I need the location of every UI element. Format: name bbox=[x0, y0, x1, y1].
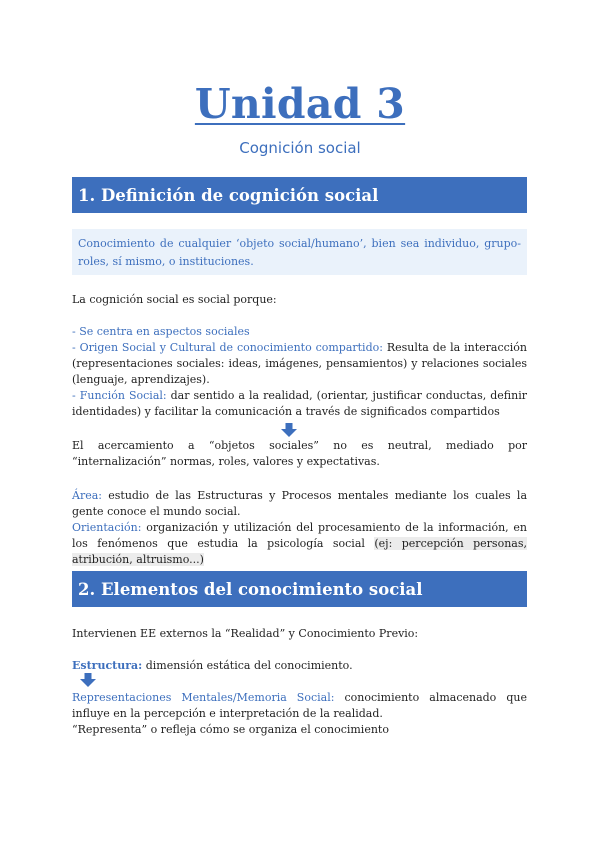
point-social-aspects: - Se centra en aspectos sociales bbox=[72, 325, 250, 338]
social-intro: La cognición social es social porque: bbox=[72, 293, 277, 306]
section-1-heading bbox=[72, 177, 527, 213]
orientation-paragraph bbox=[72, 520, 527, 568]
arrow-down-icon bbox=[80, 673, 96, 687]
point-origin bbox=[72, 340, 527, 388]
section-1-heading-text: 1. Definición de cognición social bbox=[78, 185, 379, 205]
page-title: Unidad 3 bbox=[194, 80, 406, 128]
section-2-heading bbox=[72, 571, 527, 607]
area-text: estudio de las Estructuras y Procesos mentales mediante los cuales la gente conoce el mundo social. bbox=[72, 489, 527, 518]
elements-intro: Intervienen EE externos la “Realidad” y Conocimiento Previo: bbox=[72, 627, 419, 640]
area-paragraph bbox=[72, 488, 527, 520]
point-origin-label: - Origen Social y Cultural de conocimiento compartido: bbox=[72, 341, 383, 354]
orientation-label: Orientación: bbox=[72, 521, 142, 534]
point-origin-text: Resulta de la interacción (representaciones sociales: ideas, imágenes, pensamientos) y relaciones sociales (lenguaje, aprendizajes). bbox=[72, 341, 527, 386]
conclusion-text: El acercamiento a “objetos sociales” no es neutral, mediado por “internalización” normas, roles, valores y expectativas. bbox=[72, 439, 527, 468]
arrow-down-icon bbox=[281, 423, 297, 437]
point-function bbox=[72, 388, 527, 420]
orientation-examples: (ej: percepción personas, atribución, altruismo...) bbox=[72, 537, 527, 566]
structure-paragraph bbox=[72, 658, 527, 674]
representations-label: Representaciones Mentales/Memoria Social: bbox=[72, 691, 335, 704]
orientation-text: organización y utilización del procesamiento de la información, en los fenómenos que estudia la psicología social bbox=[72, 521, 527, 550]
representations-text: conocimiento almacenado que influye en la percepción e interpretación de la realidad. bbox=[72, 691, 527, 720]
page-subtitle: Cognición social bbox=[239, 139, 361, 157]
structure-text: dimensión estática del conocimiento. bbox=[142, 659, 353, 672]
structure-label: Estructura: bbox=[72, 659, 143, 672]
representations-note: “Representa” o refleja cómo se organiza el conocimiento bbox=[72, 723, 389, 736]
point-function-text: dar sentido a la realidad, (orientar, justificar conductas, definir identidades) y facilitar la comunicación a través de significados compartidos bbox=[72, 389, 527, 418]
definition-text: Conocimiento de cualquier ‘objeto social/humano’, bien sea individuo, grupo-roles, sí mismo, o instituciones. bbox=[78, 237, 521, 268]
point-function-label: - Función Social: bbox=[72, 389, 167, 402]
area-orientation bbox=[72, 488, 527, 568]
representations-block bbox=[72, 690, 527, 738]
section-2-heading-text: 2. Elementos del conocimiento social bbox=[78, 579, 423, 599]
area-label: Área: bbox=[72, 489, 102, 502]
representations-paragraph bbox=[72, 690, 527, 722]
social-points bbox=[72, 324, 527, 420]
definition-callout bbox=[72, 229, 527, 275]
